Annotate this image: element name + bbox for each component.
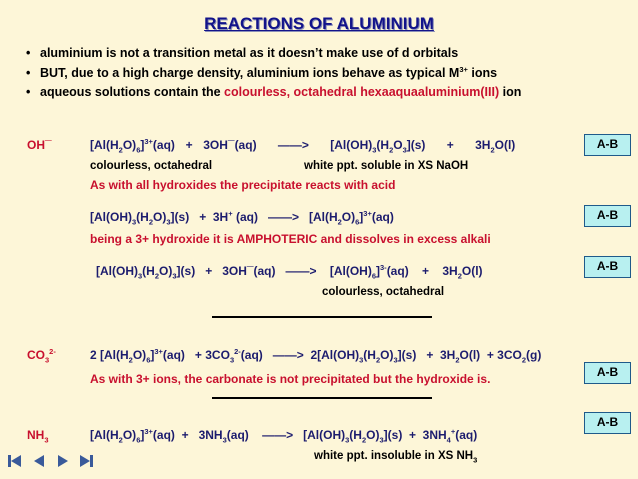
divider-1 — [212, 316, 432, 318]
first-slide-icon[interactable] — [8, 455, 21, 467]
page-title: REACTIONS OF ALUMINIUM — [204, 14, 434, 33]
slide-navigation — [8, 453, 98, 471]
equation-hydroxide-1: $[Al(H_2O)_6]^{3+}(aq)$ + 3OH¯(aq) ——> [$Al(OH)_3(H_2O_3](s)$ + $3H_2O(l)$ — [90, 137, 516, 155]
note-colourless-octahedral: colourless, octahedral — [90, 160, 213, 172]
note-white-ppt-soluble: white ppt. soluble in XS NaOH — [304, 160, 469, 172]
ab-button-1[interactable]: A-B — [584, 134, 631, 156]
equation-carbonate: 2 $[Al(H_2O)_6]^{3+}(aq) + 3CO_3^{2-}(aq)$ ——> $2[Al(OH)_3(H_2O)_3](s) + 3H_2O(l) + 3CO_2(g)$ — [90, 347, 542, 365]
note-amphoteric: being a 3+ hydroxide it is AMPHOTERIC and dissolves in excess alkali — [90, 232, 491, 246]
next-slide-icon[interactable] — [58, 455, 68, 467]
ab-button-5[interactable]: A-B — [584, 412, 631, 434]
ab-button-4[interactable]: A-B — [584, 362, 631, 384]
last-slide-icon[interactable] — [80, 455, 93, 467]
ab-button-2[interactable]: A-B — [584, 205, 631, 227]
note-hydroxides-react-acid: As with all hydroxides the precipitate reacts with acid — [90, 178, 396, 192]
previous-slide-icon[interactable] — [34, 455, 44, 467]
note-carbonate-not-precipitated: As with 3+ ions, the carbonate is not precipitated but the hydroxide is. — [90, 372, 491, 386]
equation-ammonia: $[Al(H_2O)_6]^{3+}(aq) + 3NH_3(aq)$ ——> $[Al(OH)_3(H_2O)_3](s) + 3NH_4^+(aq)$ — [90, 427, 478, 445]
ab-button-3[interactable]: A-B — [584, 256, 631, 278]
note-white-ppt-insoluble: white ppt. insoluble in XS $NH_3$ — [314, 450, 478, 465]
bullet-list — [26, 44, 521, 103]
reagent-label-carbonate: $CO_3^{2-}$ — [27, 347, 56, 365]
divider-2 — [212, 397, 432, 399]
note-colourless-octahedral-2: colourless, octahedral — [322, 286, 445, 298]
bullet-1: • aluminium is not a transition metal as it doesn’t make use of d orbitals — [26, 44, 521, 64]
equation-hydroxide-2: $[Al(OH)_3(H_2O)_3](s) + 3H^+$ (aq) ——> $[Al(H_2O)_6]^{3+}(aq)$ — [90, 209, 394, 227]
reagent-label-hydroxide: OH¯ — [27, 138, 52, 152]
reagent-label-ammonia: $NH_3$ — [27, 428, 49, 445]
bullet-3: • aqueous solutions contain the colourless, octahedral hexaaquaaluminium(III) ion — [26, 83, 521, 103]
equation-hydroxide-3: $[Al(OH)_3(H_2O)_3](s)$ + 3OH¯(aq) ——> $[Al(OH)_6]^{3-}(aq)$ + $3H_2O(l)$ — [96, 263, 483, 281]
bullet-2: • BUT, due to a high charge density, aluminium ions behave as typical $M^{3+}$ ions — [26, 64, 521, 84]
